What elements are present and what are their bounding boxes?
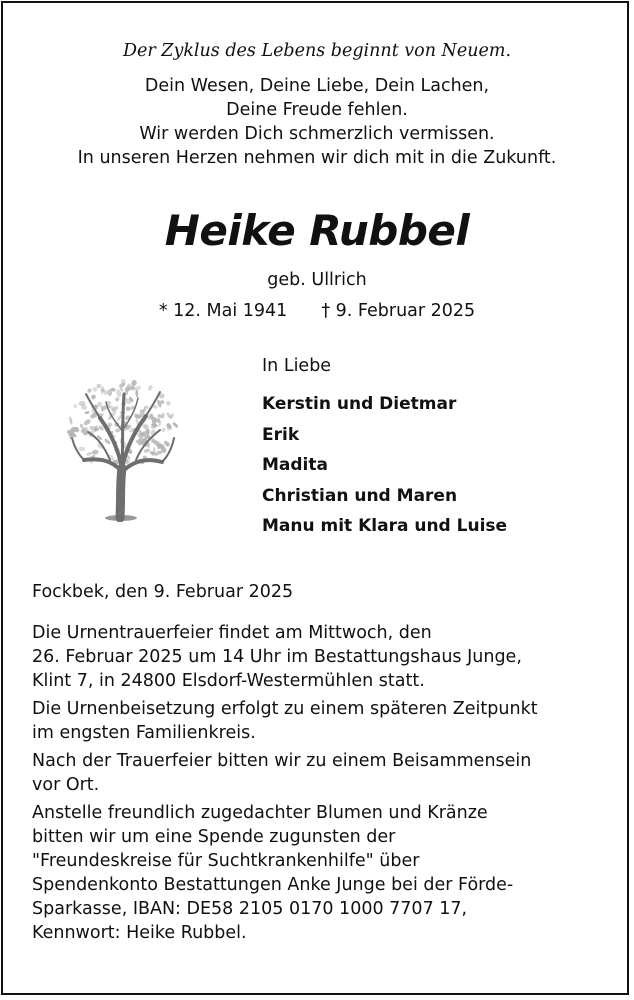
text-line: Kennwort: Heike Rubbel. bbox=[32, 923, 247, 943]
tree-leaf bbox=[80, 423, 84, 428]
death-date: † 9. Februar 2025 bbox=[321, 301, 476, 321]
tree-leaf bbox=[68, 416, 73, 425]
tree-leaf bbox=[143, 448, 150, 454]
tree-leaf bbox=[161, 427, 166, 433]
mourners-list bbox=[262, 392, 507, 545]
tree-leaf bbox=[73, 404, 78, 409]
text-line: Sparkasse, IBAN: DE58 2105 0170 1000 7707 17, bbox=[32, 899, 468, 919]
text-line: bitten wir um eine Spende zugunsten der bbox=[32, 827, 396, 847]
tree-leaf bbox=[83, 418, 92, 426]
text-line: Die Urnentrauerfeier findet am Mittwoch, den bbox=[32, 623, 432, 643]
tree-leaf bbox=[84, 411, 89, 415]
tree-leaf bbox=[115, 397, 119, 402]
text-line: Klint 7, in 24800 Elsdorf-Westermühlen statt. bbox=[32, 671, 425, 691]
mourner-name: Christian und Maren bbox=[262, 485, 458, 506]
tree-leaf bbox=[86, 451, 93, 456]
gathering-paragraph bbox=[32, 749, 612, 797]
tree-leaf bbox=[139, 433, 143, 440]
text-line: im engsten Familienkreis. bbox=[32, 723, 256, 743]
funeral-information bbox=[32, 621, 612, 949]
tree-leaf bbox=[115, 428, 120, 433]
mourner-name: Madita bbox=[262, 455, 328, 475]
life-dates bbox=[0, 299, 634, 323]
verse-line: Wir werden Dich schmerzlich vermissen. bbox=[139, 124, 495, 144]
verse bbox=[0, 74, 634, 170]
place-and-date: Fockbek, den 9. Februar 2025 bbox=[32, 582, 294, 602]
tree-leaf bbox=[130, 379, 137, 387]
donation-paragraph bbox=[32, 801, 612, 945]
text-line: Die Urnenbeisetzung erfolgt zu einem späteren Zeitpunkt bbox=[32, 699, 538, 719]
text-line: "Freundeskreise für Suchtkrankenhilfe" über bbox=[32, 851, 420, 871]
birth-date: * 12. Mai 1941 bbox=[158, 301, 288, 321]
deceased-name: Heike Rubbel bbox=[164, 206, 470, 255]
mourners-intro: In Liebe bbox=[262, 356, 332, 376]
text-line: 26. Februar 2025 um 14 Uhr im Bestattungshaus Junge, bbox=[32, 647, 522, 667]
tree-leaf bbox=[125, 405, 132, 412]
text-line: Nach der Trauerfeier bitten wir zu einem Beisammensein bbox=[32, 751, 532, 771]
burial-paragraph bbox=[32, 697, 612, 745]
tree-leaf bbox=[91, 449, 99, 455]
tree-leaf bbox=[78, 446, 85, 451]
text-line: Spendenkonto Bestattungen Anke Junge bei der Förde- bbox=[32, 875, 514, 895]
mourner-name: Manu mit Klara und Luise bbox=[262, 516, 508, 536]
verse-line: In unseren Herzen nehmen wir dich mit in die Zukunft. bbox=[77, 148, 557, 168]
motto: Der Zyklus des Lebens beginnt von Neuem. bbox=[122, 41, 512, 61]
tree-leaf bbox=[172, 422, 179, 429]
tree-leaf bbox=[147, 384, 153, 391]
text-line: Anstelle freundlich zugedachter Blumen und Kränze bbox=[32, 803, 488, 823]
text-line: vor Ort. bbox=[32, 775, 100, 795]
tree-of-life-icon bbox=[64, 372, 180, 522]
tree-leaf bbox=[90, 394, 97, 401]
tree-leaf bbox=[165, 400, 171, 406]
tree-leaf bbox=[96, 384, 101, 389]
mourner-name: Erik bbox=[262, 424, 300, 445]
tree-leaf bbox=[87, 388, 93, 394]
maiden-name: geb. Ullrich bbox=[267, 270, 367, 290]
tree-leaf bbox=[135, 389, 138, 397]
verse-line: Dein Wesen, Deine Liebe, Dein Lachen, bbox=[144, 76, 490, 96]
ceremony-paragraph bbox=[32, 621, 612, 693]
tree-leaf bbox=[161, 413, 165, 419]
mourner-name: Kerstin und Dietmar bbox=[262, 394, 457, 414]
verse-line: Deine Freude fehlen. bbox=[226, 100, 408, 120]
